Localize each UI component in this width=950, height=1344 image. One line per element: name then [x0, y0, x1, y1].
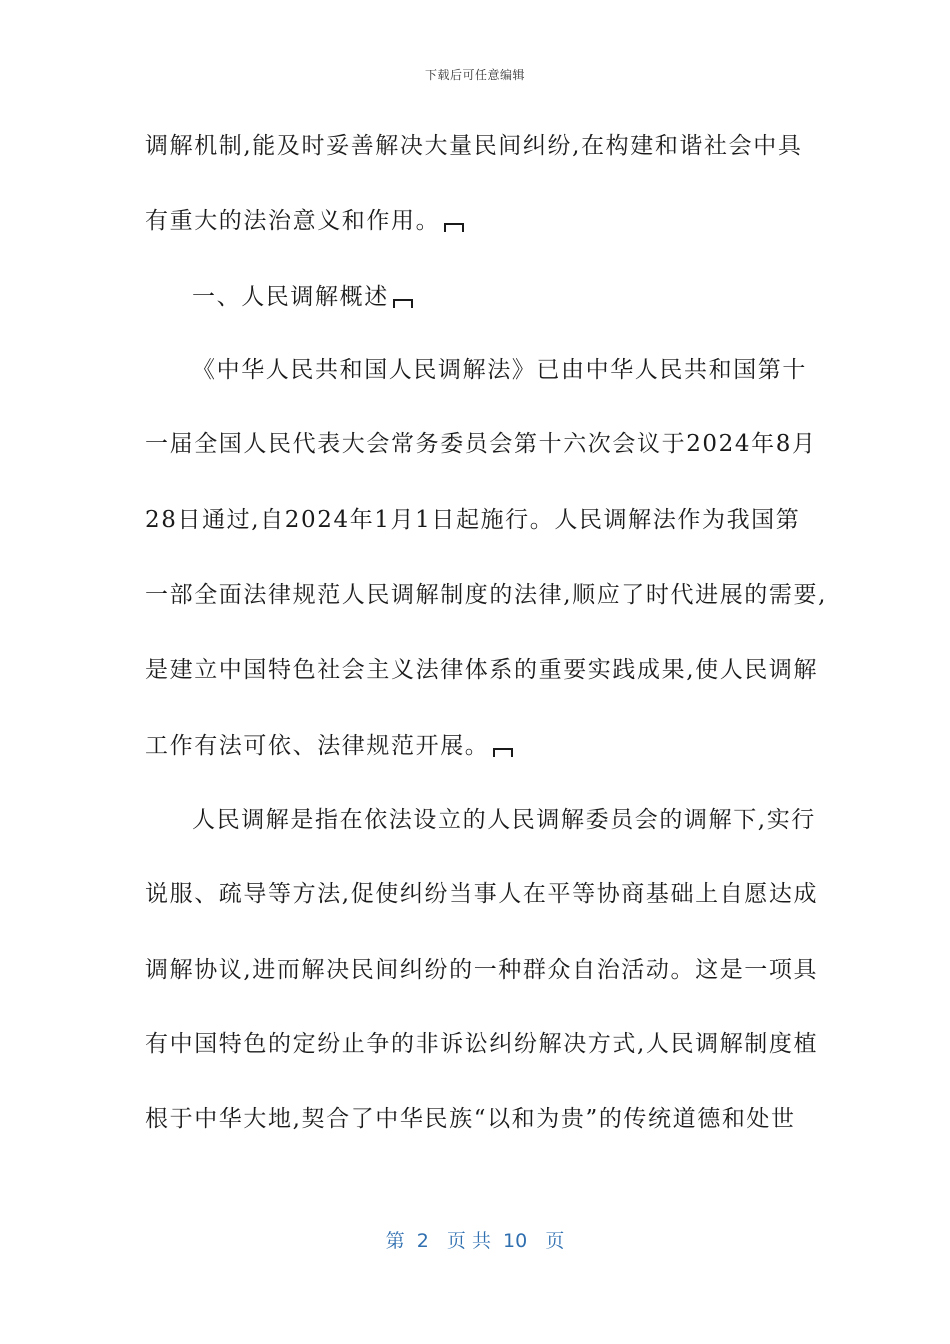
- body-line-12: 调解协议,进而解决民间纠纷的一种群众自治活动。这是一项具: [145, 957, 819, 983]
- page-header: 下载后可任意编辑: [424, 68, 525, 82]
- body-line-1: 调解机制,能及时妥善解决大量民间纠纷,在构建和谐社会中具: [145, 133, 803, 159]
- body-line-13: 有中国特色的定纷止争的非诉讼纠纷解决方式,人民调解制度植: [145, 1031, 819, 1057]
- body-line-2: [145, 206, 464, 236]
- body-line-4: 《中华人民共和国人民调解法》已由中华人民共和国第十: [192, 357, 807, 383]
- body-line-5: 一届全国人民代表大会常务委员会第十六次会议于2024年8月: [145, 431, 817, 457]
- body-line-9-text: 工作有法可依、法律规范开展。: [145, 733, 490, 759]
- paragraph-mark-icon: [444, 223, 464, 232]
- body-line-2-text: 有重大的法治意义和作用。: [145, 208, 441, 234]
- section-heading: [192, 282, 413, 312]
- section-heading-text: 一、人民调解概述: [192, 284, 389, 310]
- body-line-9: [145, 731, 513, 761]
- body-line-11: 说服、疏导等方法,促使纠纷当事人在平等协商基础上自愿达成: [145, 881, 819, 907]
- page-number-footer: 第 2 页 共 10 页: [385, 1230, 565, 1252]
- paragraph-mark-icon: [393, 299, 413, 308]
- body-line-6: 28日通过,自2024年1月1日起施行。人民调解法作为我国第: [145, 507, 801, 533]
- paragraph-mark-icon: [493, 748, 513, 757]
- body-line-14: 根于中华大地,契合了中华民族“以和为贵”的传统道德和处世: [145, 1106, 796, 1132]
- body-line-7: 一部全面法律规范人民调解制度的法律,顺应了时代进展的需要,: [145, 582, 828, 608]
- body-line-10: 人民调解是指在依法设立的人民调解委员会的调解下,实行: [192, 807, 816, 833]
- body-line-8: 是建立中国特色社会主义法律体系的重要实践成果,使人民调解: [145, 657, 819, 683]
